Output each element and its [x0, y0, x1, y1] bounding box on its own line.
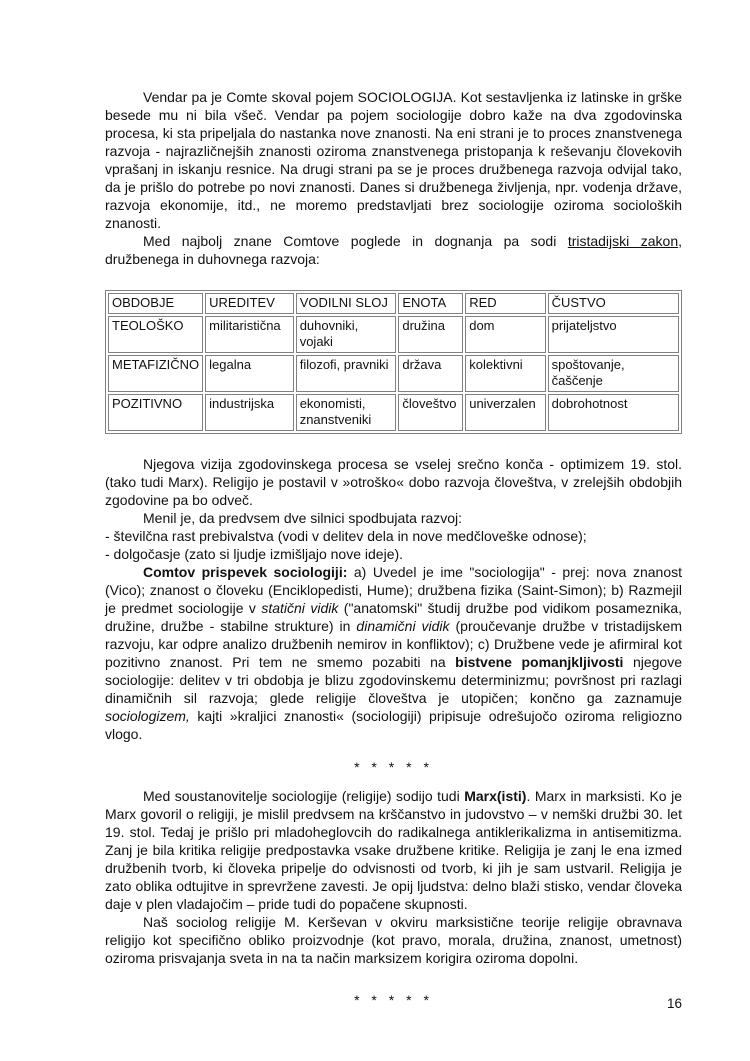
table-header-cell: UREDITEV	[205, 293, 294, 314]
table-row	[108, 394, 679, 431]
paragraph-comte-contribution: Comtov prispevek sociologiji: a) Uvedel je ime "sociologija" - prej: nova znanost (Vico); znanost o človeku (Enciklopedisti, Hume); družbena fizika (Saint-Simon); b) Razmejil je predmet sociologije v statični vidik ("anatomski" študij družbe pod vidikom posameznika, družine, družbe - stabilne strukture) in dinamični vidik (proučevanje družbe v tristadijskem razvoju, kar odpre analizo družbenih nemirov in konfliktov); c) Družbene vede je afirmiral kot pozitivno znanost. Pri tem ne smemo pozabiti na bistvene pomanjkljivosti njegove sociologije: delitev v tri obdobja je blizu zgodovinskemu determinizmu; površnost pri razlagi dinamičnih sil razvoja; glede religije človeštva je utopičen; končno ga zaznamuje sociologizem, kajti »kraljici znanosti« (sociologiji) pripisuje odrešujočo oziroma religiozno vlogo.	[105, 564, 683, 742]
table-header-cell: RED	[465, 293, 545, 314]
table-cell: industrijska	[205, 394, 294, 431]
table-cell: METAFIZIČNO	[108, 355, 203, 392]
table-cell: militaristična	[205, 316, 294, 353]
table-cell: človeštvo	[398, 394, 463, 431]
table-cell: spoštovanje, čaščenje	[548, 355, 679, 392]
table-cell: ekonomisti, znanstveniki	[296, 394, 397, 431]
asterisk-separator: * * * * *	[354, 992, 433, 1008]
table-header-cell: OBDOBJE	[108, 293, 203, 314]
table-cell: država	[398, 355, 463, 392]
paragraph-tristage-law: Med najbolj znane Comtove poglede in dognanja pa sodi tristadijski zakon, družbenega in duhovnega razvoja:	[105, 233, 682, 267]
list-item-boredom: - dolgočasje (zato si ljudje izmišljajo nove ideje).	[105, 546, 404, 562]
table-cell: dobrohotnost	[548, 394, 679, 431]
table-row	[108, 355, 679, 392]
table-row	[108, 316, 679, 353]
table-cell: legalna	[205, 355, 294, 392]
table-header-cell: ENOTA	[398, 293, 463, 314]
table-header-row	[108, 293, 679, 314]
paragraph-kersevan: Naš sociolog religije M. Kerševan v okviru marksistične teorije religije obravnava religijo kot specifično obliko proizvodnje (kot pravo, morala, družina, znanost, umetnost) oziroma prisvajanja sveta in na ta način marksizem korigira oziroma dopolni.	[105, 914, 682, 966]
table-cell: družina	[398, 316, 463, 353]
table-header-cell: VODILNI SLOJ	[296, 293, 397, 314]
document-content	[105, 88, 682, 1020]
table-cell: univerzalen	[465, 394, 545, 431]
paragraph-comte-intro: Vendar pa je Comte skoval pojem SOCIOLOGIJA. Kot sestavljenka iz latinske in grške besede mu ni bila všeč. Vendar pa pojem sociologije dobro kaže na dva zgodovinska procesa, ki sta pripeljala do nastanka nove znanosti. Na eni strani je to proces znanstvenega razvoja - najrazličnejših znanosti oziroma znanstvenega pristopanja k reševanju človekovih vprašanj in iskanju resnice. Na drugi strani pa se je proces družbenega razvoja odvijal tako, da je prišlo do potrebe po novi znanosti. Danes si družbenega življenja, npr. vodenja države, razvoja ekonomije, itd., ne moremo predstavljati brez sociologije oziroma socioloških znanosti.	[105, 89, 682, 231]
paragraph-marx: Med soustanovitelje sociologije (religije) sodijo tudi Marx(isti). Marx in marksisti. Ko je Marx govoril o religiji, je mislil predvsem na krščanstvo in judovstvo – v nemški družbi 30. let 19. stol. Tedaj je prišlo pri mladoheglovcih do radikalnega antiklerikalizma in antisemitizma. Zanj je bila kritika religije predpostavka vsake družbene kritike. Religija je zanj le ena izmed družbenih tvorb, ki človeka pripelje do odvisnosti od tvorb, ki jih je sam ustvaril. Religija je zato oblika odtujitve in sprevržene zavesti. Je opij ljudstva: delno blaži stisko, vendar človeka daje v plen vladajočim – pride tudi do popačene skupnosti.	[105, 788, 682, 912]
page-number: 16	[666, 996, 682, 1011]
table-cell: kolektivni	[465, 355, 545, 392]
list-item-population-growth: - številčna rast prebivalstva (vodi v delitev dela in nove medčloveške odnose);	[105, 528, 587, 544]
table-header-cell: ČUSTVO	[548, 293, 679, 314]
asterisk-separator: * * * * *	[354, 759, 433, 775]
table-cell: POZITIVNO	[108, 394, 203, 431]
table-cell: dom	[465, 316, 545, 353]
table-cell: duhovniki, vojaki	[296, 316, 397, 353]
paragraph-vision: Njegova vizija zgodovinskega procesa se vselej srečno konča - optimizem 19. stol. (tako tudi Marx). Religijo je postavil v »otroško« dobo razvoja človeštva, v zrelejših obdobjih zgodovine pa bo odveč.	[105, 456, 682, 508]
table-cell: TEOLOŠKO	[108, 316, 203, 353]
paragraph-forces-intro: Menil je, da predvsem dve silnici spodbujata razvoj:	[143, 510, 463, 526]
table-cell: prijateljstvo	[548, 316, 679, 353]
three-stage-law-table	[105, 290, 682, 434]
table-cell: filozofi, pravniki	[296, 355, 397, 392]
